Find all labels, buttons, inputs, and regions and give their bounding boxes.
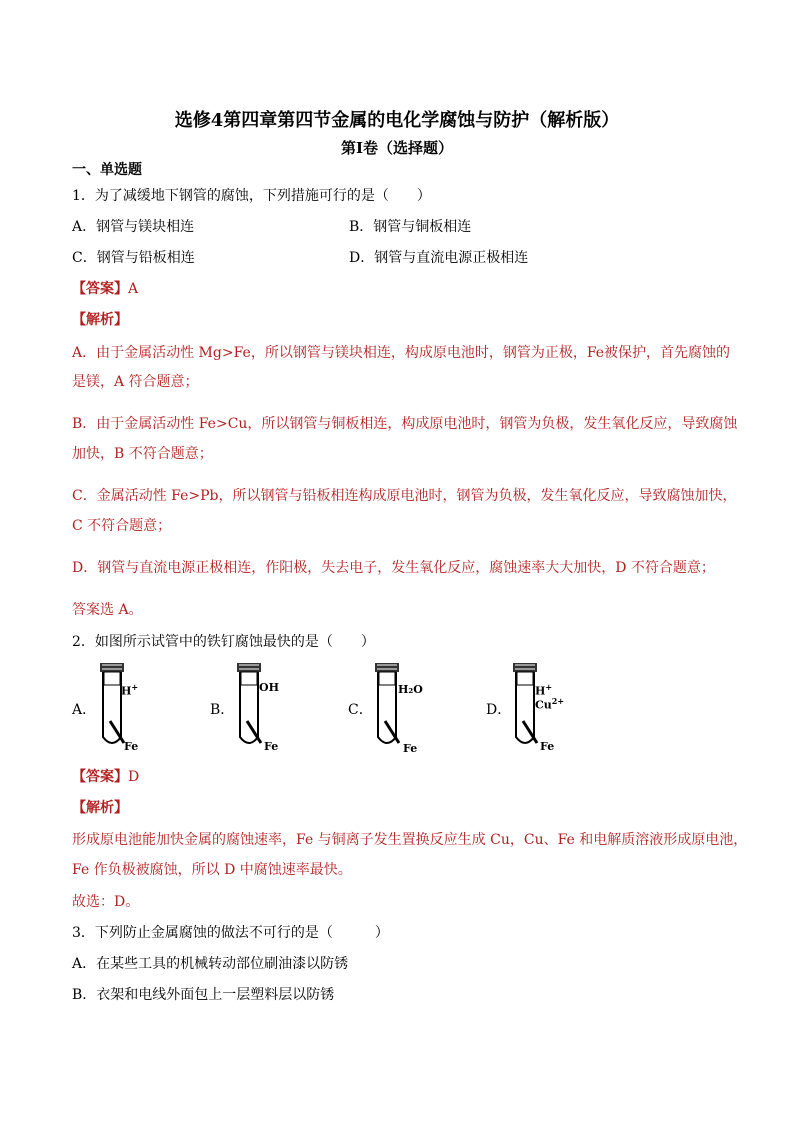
- answer-value: D: [128, 769, 140, 785]
- q1-option-c: C．钢管与铅板相连: [72, 250, 195, 266]
- q1-option-b: B．钢管与铜板相连: [349, 219, 472, 235]
- q2-conclusion: 故选：D。: [72, 894, 140, 910]
- q1-analysis-line: C 不符合题意；: [72, 518, 172, 534]
- q1-answer: [72, 279, 138, 299]
- page-subtitle: 第I卷（选择题）: [340, 139, 454, 157]
- q2-option-a-letter: A．: [72, 702, 97, 718]
- metal-label-c: Fe: [403, 742, 418, 755]
- q2-analysis-line: Fe 作负极被腐蚀，所以 D 中腐蚀速率最快。: [72, 862, 352, 878]
- q1-analysis-label: 【解析】: [72, 312, 128, 328]
- q2-option-b-letter: B．: [210, 702, 235, 718]
- q1-analysis-line: A．由于金属活动性 Mg>Fe，所以钢管与镁块相连，构成原电池时，钢管为正极，Fe被保护，首先腐蚀的: [72, 345, 731, 361]
- q1-conclusion: 答案选 A。: [72, 602, 143, 618]
- section-label: 一、单选题: [72, 162, 142, 178]
- q2-stem: 2．如图所示试管中的铁钉腐蚀最快的是（ ）: [72, 634, 375, 650]
- solution-label-d2: $Cu^{2+}$: [535, 696, 565, 712]
- solution-label-a: H+: [121, 682, 139, 698]
- q2-option-d-letter: D．: [486, 702, 512, 718]
- solution-label-b: OH: [259, 681, 279, 694]
- q3-stem: 3．下列防止金属腐蚀的做法不可行的是（ ）: [72, 925, 389, 941]
- q2-analysis-label: 【解析】: [72, 800, 128, 816]
- answer-label: 【答案】: [72, 769, 128, 785]
- q2-analysis-line: 形成原电池能加快金属的腐蚀速率，Fe 与铜离子发生置换反应生成 Cu，Cu、Fe 和电解质溶液形成原电池，: [72, 832, 748, 848]
- metal-label-d: Fe: [540, 740, 555, 753]
- answer-value: A: [128, 281, 139, 297]
- answer-label: 【答案】: [72, 281, 128, 297]
- q1-analysis-line: 是镁，A 符合题意；: [72, 374, 199, 390]
- solution-label-d: H+: [535, 682, 553, 698]
- q1-analysis-line: C．金属活动性 Fe>Pb，所以钢管与铅板相连构成原电池时，钢管为负极，发生氧化反应，导致腐蚀加快，: [72, 488, 737, 504]
- q3-option-a: A．在某些工具的机械转动部位刷油漆以防锈: [72, 956, 349, 972]
- q1-option-a: A．钢管与镁块相连: [72, 219, 195, 235]
- q1-analysis-line: B．由于金属活动性 Fe>Cu，所以钢管与铜板相连，构成原电池时，钢管为负极，发生氧化反应，导致腐蚀: [72, 416, 738, 432]
- metal-label-b: Fe: [264, 740, 279, 753]
- q2-answer: [72, 767, 139, 787]
- q1-stem: 1．为了减缓地下钢管的腐蚀，下列措施可行的是（ ）: [72, 188, 431, 204]
- page-title: 选修4第四章第四节金属的电化学腐蚀与防护（解析版）: [174, 110, 620, 131]
- q1-analysis-line: D．钢管与直流电源正极相连，作阳极，失去电子，发生氧化反应，腐蚀速率大大加快，D 不符合题意；: [72, 560, 715, 576]
- q1-option-d: D．钢管与直流电源正极相连: [349, 250, 529, 266]
- solution-label-c: H₂O: [398, 683, 423, 696]
- metal-label-a: Fe: [124, 740, 139, 753]
- q1-analysis-line: 加快，B 不符合题意；: [72, 446, 213, 462]
- q2-option-c-letter: C．: [348, 702, 373, 718]
- q3-option-b: B．衣架和电线外面包上一层塑料层以防锈: [72, 987, 335, 1003]
